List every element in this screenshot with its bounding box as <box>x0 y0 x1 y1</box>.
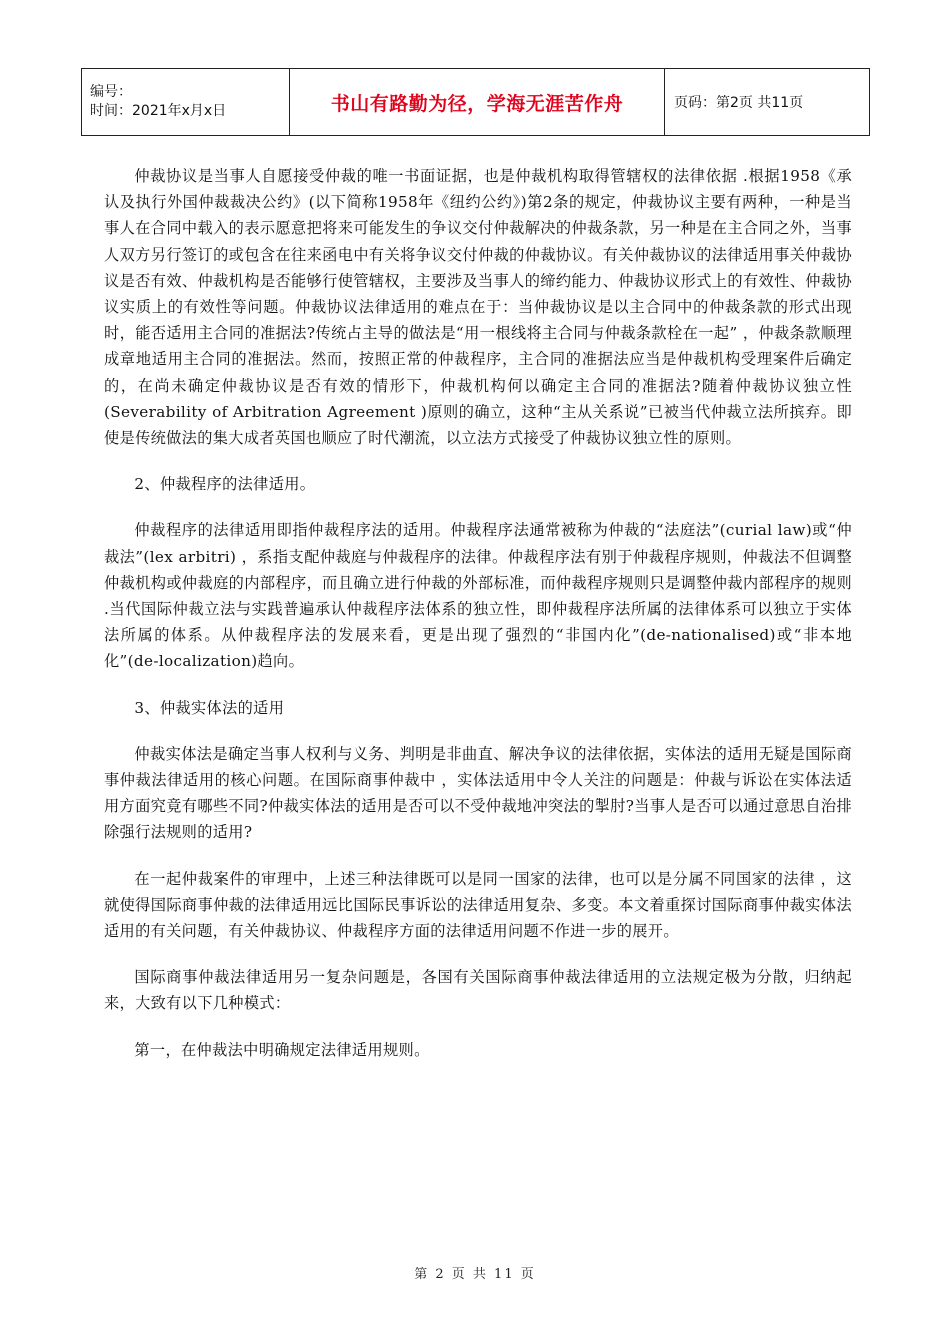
document-date-label: 时间：2021年x月x日 <box>90 103 227 119</box>
page-footer: 第 2 页 共 11 页 <box>414 1267 536 1282</box>
paragraph-arbitration-agreement: 仲裁协议是当事人自愿接受仲裁的唯一书面证据，也是仲裁机构取得管辖权的法律依据 .根据1958《承认及执行外国仲裁裁决公约》(以下简称1958年《纽约公约》)第2条的规定，仲裁协议主要有两种，一种是当事人在合同中载入的表示愿意把将来可能发生的争议交付仲裁解决的仲裁条款，另一种是在主合同之外，当事人双方另行签订的或包含在往来函电中有关将争议交付仲裁的仲裁协议。有关仲裁协议的法律适用事关仲裁协议是否有效、仲裁机构是否能够行使管辖权，主要涉及当事人的缔约能力、仲裁协议形式上的有效性、仲裁协议实质上的有效性等问题。仲裁协议法律适用的难点在于：当仲裁协议是以主合同中的仲裁条款的形式出现时，能否适用主合同的准据法?传统占主导的做法是“用一根线将主合同与仲裁条款栓在一起” ，仲裁条款顺理成章地适用主合同的准据法。然而，按照正常的仲裁程序，主合同的准据法应当是仲裁机构受理案件后确定的，在尚未确定仲裁协议是否有效的情形下，仲裁机构何以确定主合同的准据法?随着仲裁协议独立性(Severability of Arbitration Agreement )原则的确立，这种“主从关系说”已被当代仲裁立法所摈弃。即使是传统做法的集大成者英国也顺应了时代潮流，以立法方式接受了仲裁协议独立性的原则。 <box>104 167 852 448</box>
header-motto: 书山有路勤为径，学海无涯苦作舟 <box>290 69 665 136</box>
document-body <box>104 163 852 1063</box>
header-table <box>81 68 870 136</box>
paragraph-procedure-law: 仲裁程序的法律适用即指仲裁程序法的适用。仲裁程序法通常被称为仲裁的“法庭法”(curial law)或“仲裁法”(lex arbitri) ，系指支配仲裁庭与仲裁程序的法律。仲裁程序法有别于仲裁程序规则，仲裁法不但调整仲裁机构或仲裁庭的内部程序，而且确立进行仲裁的外部标准，而仲裁程序规则只是调整仲裁内部程序的规则 .当代国际仲裁立法与实践普遍承认仲裁程序法体系的独立性，即仲裁程序法所属的法律体系可以独立于实体法所属的体系。从仲裁程序法的发展来看，更是出现了强烈的“非国内化”(de-nationalised)或“非本地化”(de-localization)趋向。 <box>104 521 852 671</box>
section-heading-procedure: 2、仲裁程序的法律适用。 <box>134 475 316 494</box>
section-heading-substantive: 3、仲裁实体法的适用 <box>134 698 285 717</box>
header-meta-cell <box>82 69 290 136</box>
paragraph-case-law-mix: 在一起仲裁案件的审理中，上述三种法律既可以是同一国家的法律，也可以是分属不同国家的法律 ，这就使得国际商事仲裁的法律适用远比国际民事诉讼的法律适用复杂、多变。本文着重探讨国际商事仲裁实体法适用的有关问题，有关仲裁协议、仲裁程序方面的法律适用问题不作进一步的展开。 <box>104 869 852 941</box>
document-number-label: 编号： <box>90 84 132 100</box>
paragraph-legislative-modes: 国际商事仲裁法律适用另一复杂问题是，各国有关国际商事仲裁法律适用的立法规定极为分散，归纳起来，大致有以下几种模式： <box>104 968 852 1013</box>
paragraph-substantive-law: 仲裁实体法是确定当事人权利与义务、判明是非曲直、解决争议的法律依据，实体法的适用无疑是国际商事仲裁法律适用的核心问题。在国际商事仲裁中 ，实体法适用中令人关注的问题是：仲裁与诉讼在实体法适用方面究竟有哪些不同?仲裁实体法的适用是否可以不受仲裁地冲突法的掣肘?当事人是否可以通过意思自治排除强行法规则的适用? <box>104 744 852 842</box>
header-page-info: 页码：第2页 共11页 <box>665 69 870 136</box>
paragraph-first-mode: 第一，在仲裁法中明确规定法律适用规则。 <box>134 1040 430 1059</box>
